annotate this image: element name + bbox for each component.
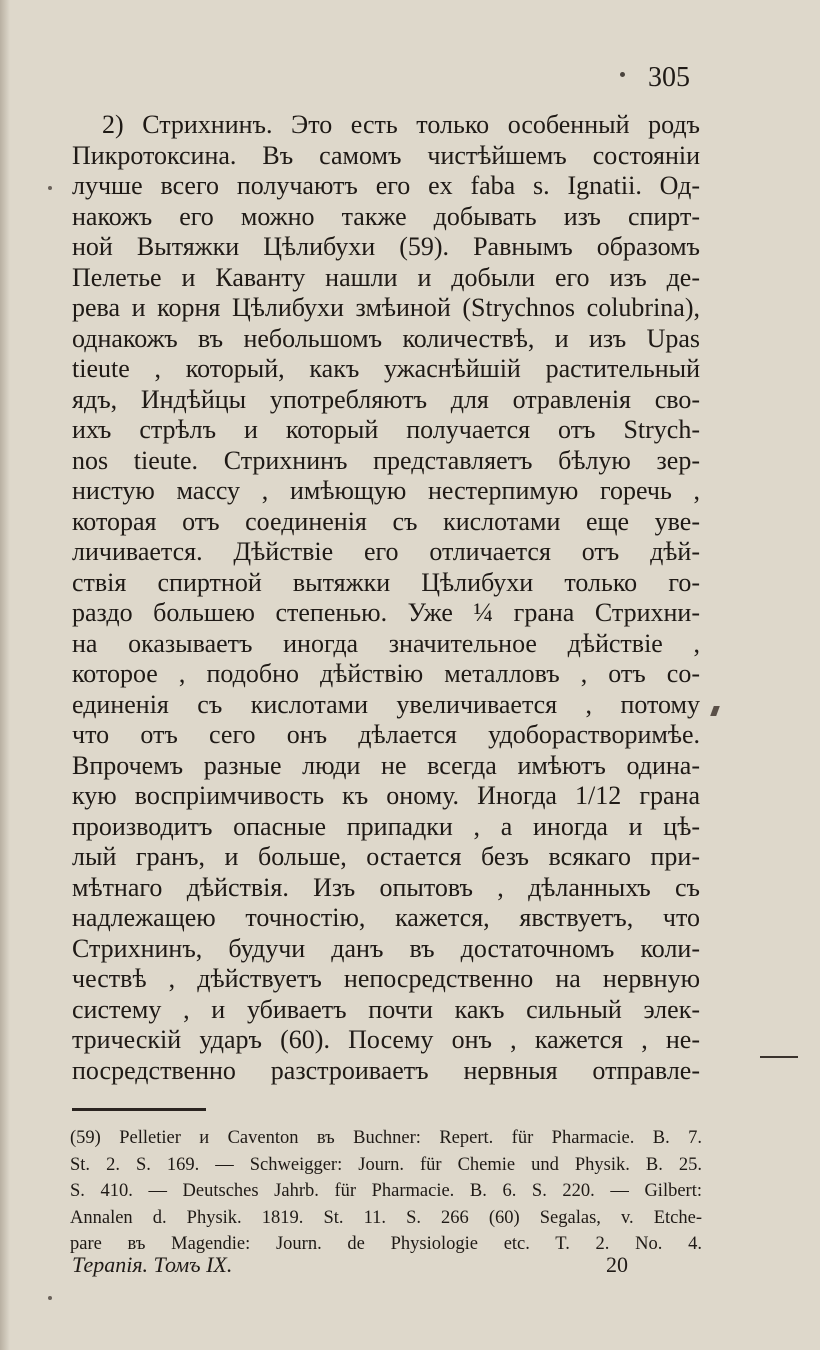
- signature-mark: Терапія. Томъ IX.: [72, 1252, 233, 1277]
- text-line: Пикротоксина. Въ самомъ чистѣйшемъ состояніи: [72, 140, 700, 170]
- margin-mark: [710, 706, 720, 716]
- text-line: ядъ, Индѣйцы употребляютъ для отравленія сво-: [72, 384, 700, 414]
- footnote-line: Annalen d. Physik. 1819. St. 11. S. 266 (60) Segalas, v. Etche-: [70, 1207, 702, 1228]
- text-line: лый гранъ, и больше, остается безъ всякаго при-: [72, 842, 700, 871]
- footnote-line: S. 410. — Deutsches Jahrb. für Pharmacie. B. 6. S. 220. — Gilbert:: [70, 1181, 702, 1201]
- text-line: накожъ его можно также добывать изъ спирт-: [72, 201, 700, 231]
- text-line: ной Вытяжки Цѣлибухи (59). Равнымъ образомъ: [72, 232, 700, 261]
- text-line: лучше всего получаютъ его ex faba s. Ignatii. Од-: [72, 171, 700, 200]
- text-line: кую воспріимчивость къ оному. Иногда 1/12 грана: [72, 781, 700, 810]
- text-line: Впрочемъ разные люди не всегда имѣютъ одина-: [72, 750, 700, 780]
- text-line: рева и корня Цѣлибухи змѣиной (Strychnos colubrina),: [72, 293, 700, 322]
- page-number: 305: [648, 62, 690, 93]
- text-line: трическій ударъ (60). Посему онъ , кажется , не-: [72, 1025, 700, 1054]
- text-line: единенія съ кислотами увеличивается , потому: [72, 689, 700, 719]
- text-line: однакожъ въ небольшомъ количествѣ, и изъ Upas: [72, 323, 700, 353]
- margin-dash: [760, 1056, 798, 1058]
- text-line: систему , и убиваетъ почти какъ сильный элек-: [72, 994, 700, 1024]
- text-line: Стрихнинъ, будучи данъ въ достаточномъ коли-: [72, 933, 700, 963]
- text-line: на оказываетъ иногда значительное дѣйствіе ,: [72, 628, 700, 658]
- text-line: надлежащею точностію, кажется, явствуетъ, что: [72, 903, 700, 932]
- signature-number: 20: [606, 1252, 628, 1277]
- text-line: что отъ сего онъ дѣлается удоборастворимѣе.: [72, 720, 700, 749]
- ink-spot: [48, 1296, 52, 1300]
- text-line: чествѣ , дѣйствуетъ непосредственно на нервную: [72, 964, 700, 993]
- footnotes: [70, 1125, 702, 1258]
- text-line: мѣтнаго дѣйствія. Изъ опытовъ , дѣланныхъ съ: [72, 872, 700, 902]
- text-line: которое , подобно дѣйствію металловъ , отъ со-: [72, 659, 700, 688]
- text-line: 2) Стрихнинъ. Это есть только особенный родъ: [102, 110, 700, 139]
- text-line: ихъ стрѣлъ и который получается отъ Strych-: [72, 415, 700, 444]
- footnote-line: (59) Pelletier и Caventon въ Buchner: Repert. für Pharmacie. B. 7.: [70, 1128, 702, 1148]
- text-line: личивается. Дѣйствіе его отличается отъ дѣй-: [72, 537, 700, 566]
- text-line: tieute , который, какъ ужаснѣйшій растительный: [72, 354, 700, 383]
- text-line: nos tieute. Стрихнинъ представляетъ бѣлую зер-: [72, 445, 700, 475]
- text-line: производитъ опасные припадки , а иногда и цѣ-: [72, 811, 700, 841]
- footnote-rule: [72, 1108, 206, 1111]
- text-line: Пелетье и Каванту нашли и добыли его изъ де-: [72, 262, 700, 292]
- footnote-line: St. 2. S. 169. — Schweigger: Journ. für Chemie und Physik. B. 25.: [70, 1154, 702, 1175]
- body-text: [72, 110, 700, 1086]
- ink-dot: [620, 72, 625, 77]
- text-line: нистую массу , имѣющую нестерпимую горечь ,: [72, 476, 700, 505]
- text-line: которая отъ соединенія съ кислотами еще уве-: [72, 506, 700, 536]
- text-line: посредственно разстроиваетъ нервныя отправле-: [72, 1055, 700, 1085]
- text-line: раздо большею степенью. Уже ¼ грана Стрихни-: [72, 598, 700, 627]
- footnote-line: pare въ Magendie: Journ. de Physiologie etc. T. 2. No. 4.: [70, 1234, 702, 1254]
- page-edge-shadow: [0, 0, 10, 1350]
- text-line: ствія спиртной вытяжки Цѣлибухи только го-: [72, 567, 700, 597]
- ink-spot: [48, 186, 52, 190]
